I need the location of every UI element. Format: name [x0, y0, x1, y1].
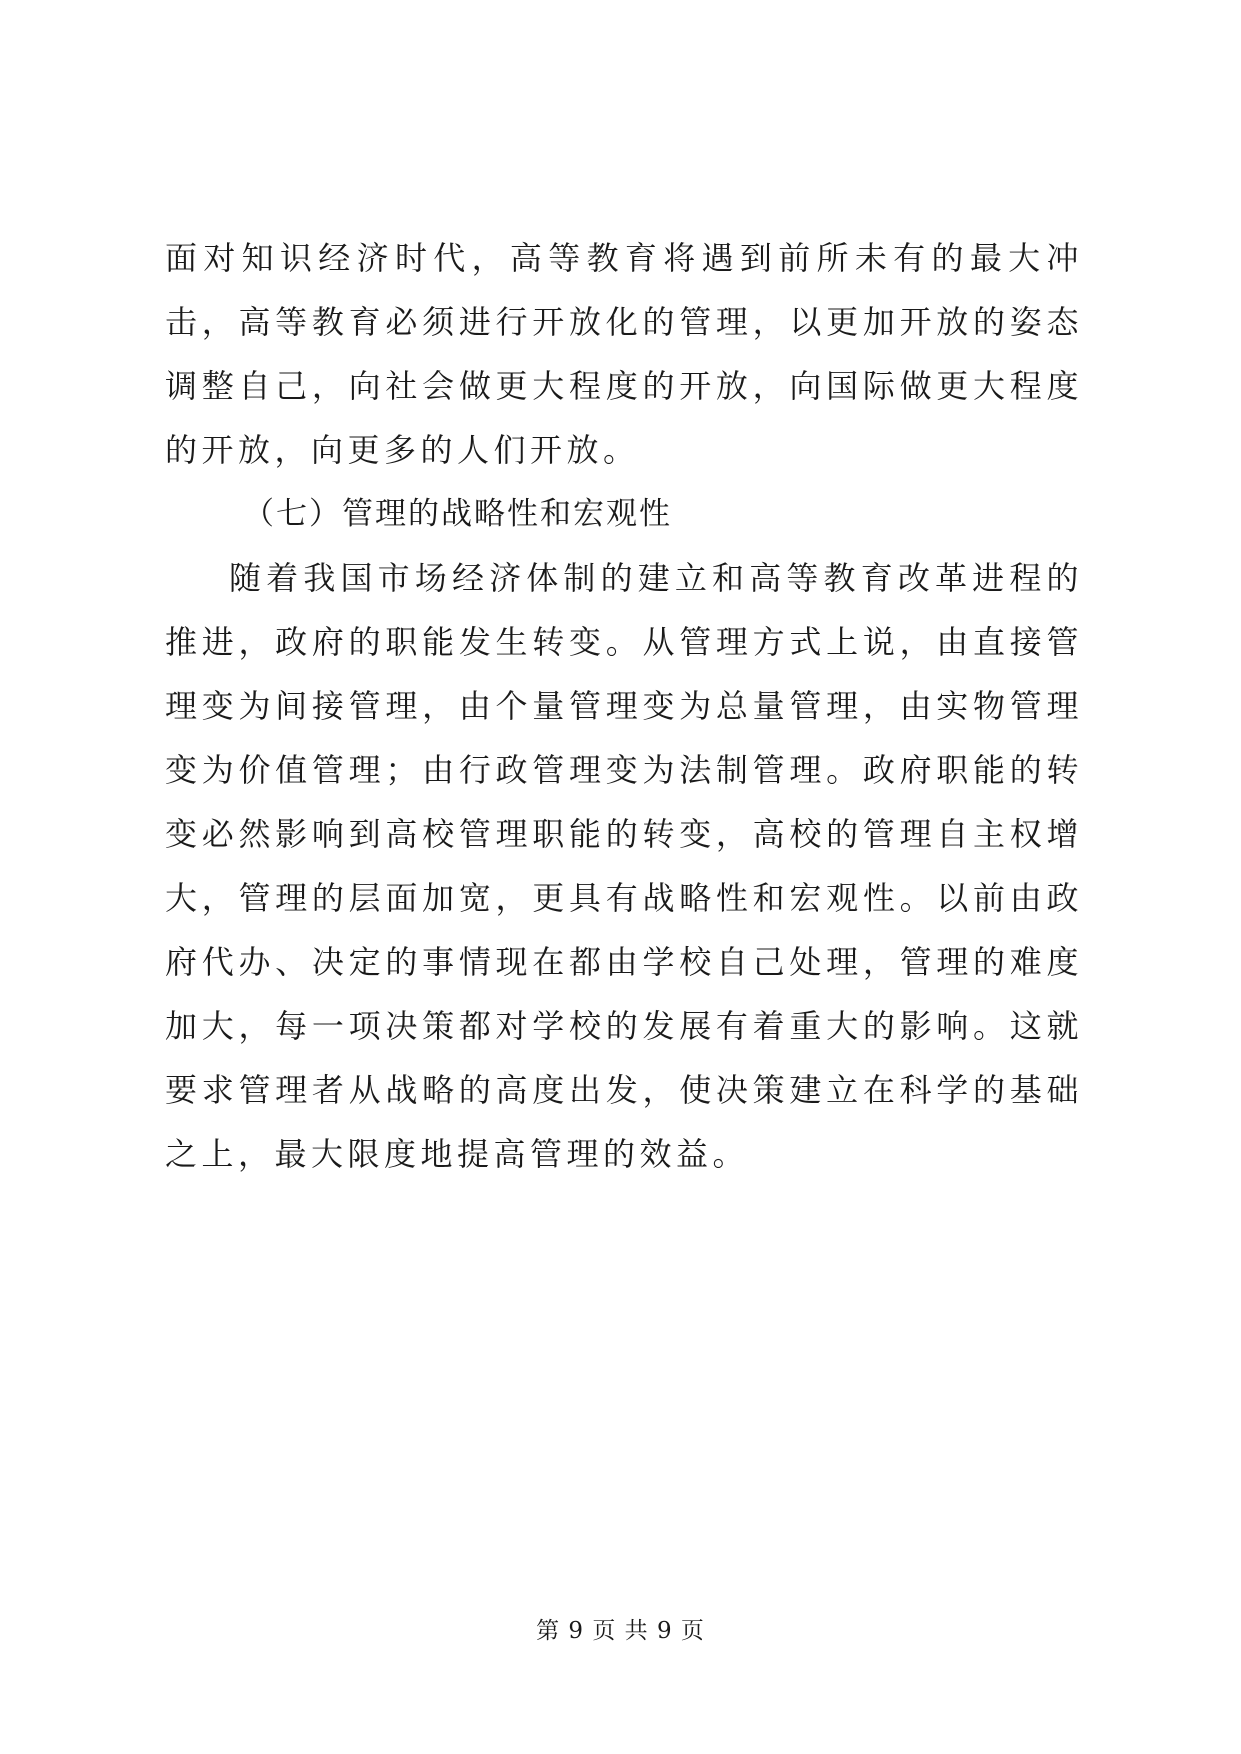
section-heading: （七）管理的战略性和宏观性 [243, 496, 672, 532]
paragraph-openness: 面对知识经济时代，高等教育将遇到前所未有的最大冲击，高等教育必须进行开放化的管理，以更加开放的姿态调整自己，向社会做更大程度的开放，向国际做更大程度的开放，向更多的人们开放。 [165, 239, 1083, 469]
page-number-footer: 第 9 页 共 9 页 [536, 1618, 705, 1644]
paragraph-strategic-management: 随着我国市场经济体制的建立和高等教育改革进程的推进，政府的职能发生转变。从管理方式上说，由直接管理变为间接管理，由个量管理变为总量管理，由实物管理变为价值管理；由行政管理变为法制管理。政府职能的转变必然影响到高校管理职能的转变，高校的管理自主权增大，管理的层面加宽，更具有战略性和宏观性。以前由政府代办、决定的事情现在都由学校自己处理，管理的难度加大，每一项决策都对学校的发展有着重大的影响。这就要求管理者从战略的高度出发，使决策建立在科学的基础之上，最大限度地提高管理的效益。 [165, 559, 1083, 1173]
document-body [165, 226, 1083, 1186]
